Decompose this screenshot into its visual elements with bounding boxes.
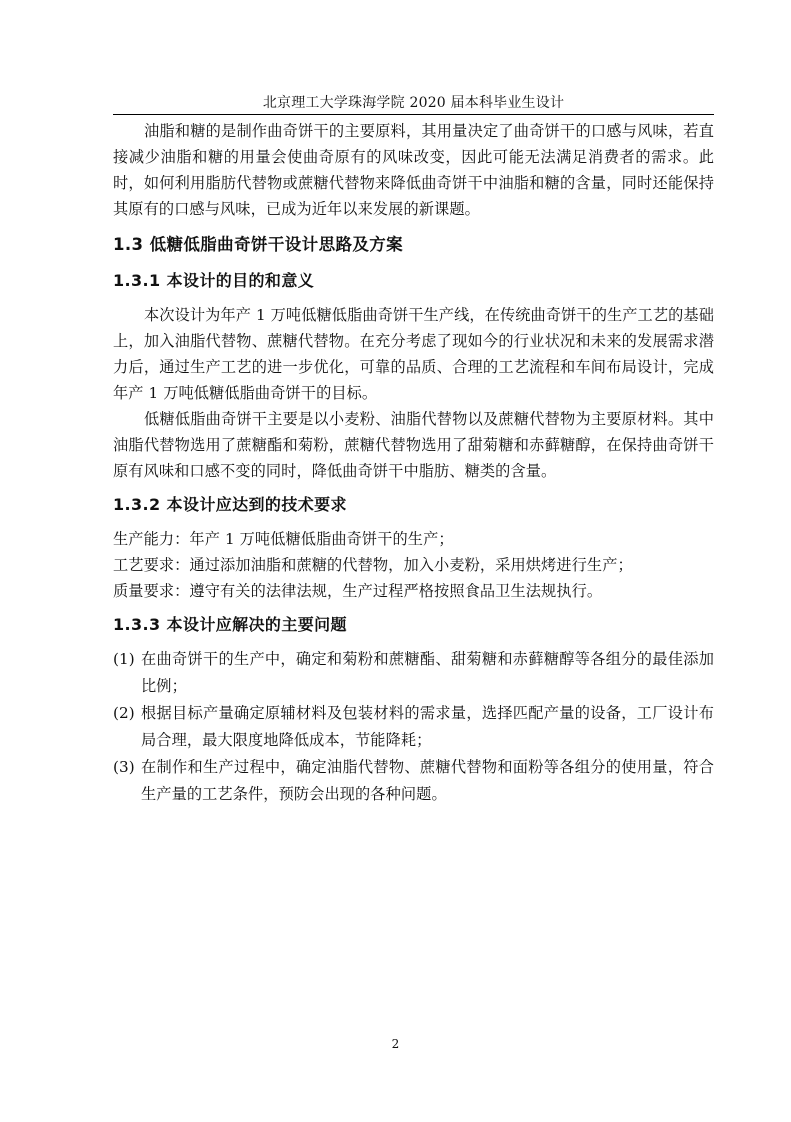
section-heading-1-3-3: 1.3.3 本设计应解决的主要问题 [113, 615, 347, 634]
problems-list [113, 646, 714, 808]
requirement-quality: 质量要求：遵守有关的法律法规，生产过程严格按照食品卫生法规执行。 [113, 582, 603, 600]
list-item-text: 在曲奇饼干的生产中，确定和菊粉和蔗糖酯、甜菊糖和赤藓糖醇等各组分的最佳添加比例； [141, 650, 714, 695]
page-content [113, 118, 714, 808]
list-item-text: 根据目标产量确定原辅材料及包装材料的需求量，选择匹配产量的设备，工厂设计布局合理，最大限度地降低成本，节能降耗； [141, 704, 714, 749]
section-heading-1-3-1: 1.3.1 本设计的目的和意义 [113, 271, 315, 290]
requirement-process: 工艺要求：通过添加油脂和蔗糖的代替物，加入小麦粉，采用烘烤进行生产； [113, 556, 633, 574]
list-item-text: 在制作和生产过程中，确定油脂代替物、蔗糖代替物和面粉等各组分的使用量，符合生产量的工艺条件，预防会出现的各种问题。 [141, 758, 714, 803]
list-item-number: (2) [113, 704, 135, 722]
section-heading-1-3-2: 1.3.2 本设计应达到的技术要求 [113, 495, 347, 514]
list-item [113, 646, 714, 700]
header-rule [113, 114, 714, 115]
list-item-number: (1) [113, 650, 135, 668]
list-item [113, 700, 714, 754]
list-item-number: (3) [113, 758, 135, 776]
running-header: 北京理工大学珠海学院 2020 届本科毕业生设计 [262, 95, 565, 111]
requirement-capacity: 生产能力：年产 1 万吨低糖低脂曲奇饼干的生产； [113, 530, 454, 548]
purpose-paragraph-2: 低糖低脂曲奇饼干主要是以小麦粉、油脂代替物以及蔗糖代替物为主要原材料。其中油脂代替物选用了蔗糖酯和菊粉，蔗糖代替物选用了甜菊糖和赤藓糖醇，在保持曲奇饼干原有风味和口感不变的同时，降低曲奇饼干中脂肪、糖类的含量。 [113, 410, 714, 480]
section-heading-1-3: 1.3 低糖低脂曲奇饼干设计思路及方案 [113, 235, 404, 254]
page-number: 2 [391, 1037, 400, 1051]
purpose-paragraph-1: 本次设计为年产 1 万吨低糖低脂曲奇饼干生产线，在传统曲奇饼干的生产工艺的基础上，加入油脂代替物、蔗糖代替物。在充分考虑了现如今的行业状况和未来的发展需求潜力后，通过生产工艺的进一步优化，可靠的品质、合理的工艺流程和车间布局设计，完成年产 1 万吨低糖低脂曲奇饼干的目标。 [113, 306, 714, 402]
list-item [113, 754, 714, 808]
intro-paragraph: 油脂和糖的是制作曲奇饼干的主要原料，其用量决定了曲奇饼干的口感与风味，若直接减少油脂和糖的用量会使曲奇原有的风味改变，因此可能无法满足消费者的需求。此时，如何利用脂肪代替物或蔗糖代替物来降低曲奇饼干中油脂和糖的含量，同时还能保持其原有的口感与风味，已成为近年以来发展的新课题。 [113, 122, 714, 218]
